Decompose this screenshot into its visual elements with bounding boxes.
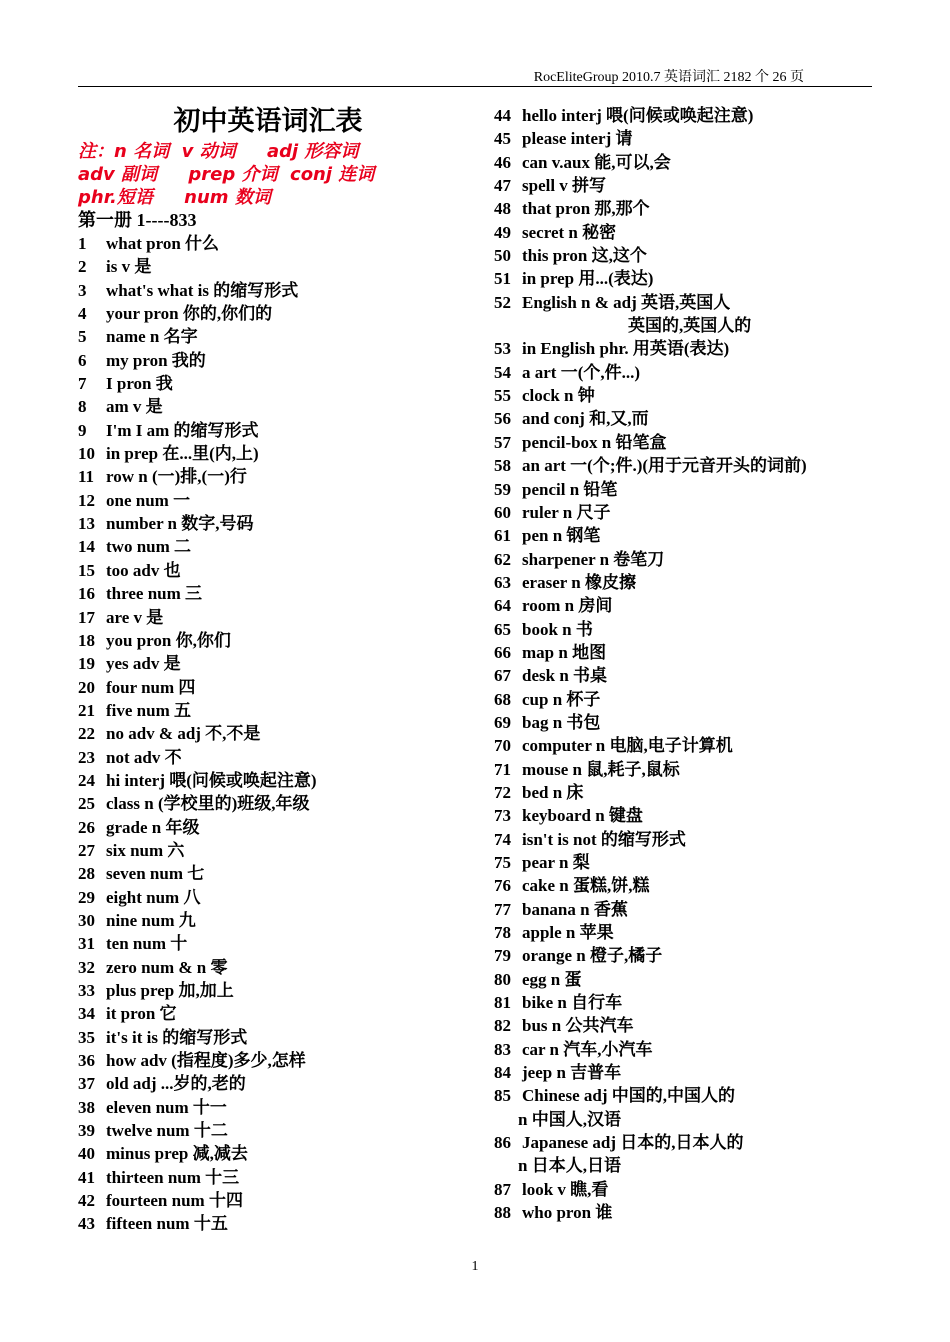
entry-text: that pron 那,那个 bbox=[522, 199, 650, 219]
vocab-entry bbox=[494, 921, 884, 944]
entry-text: and conj 和,又,而 bbox=[522, 409, 649, 429]
entry-text: bed n 床 bbox=[522, 782, 584, 802]
vocab-entry bbox=[494, 291, 884, 314]
entry-number: 49 bbox=[494, 222, 511, 242]
entry-text: sharpener n 卷笔刀 bbox=[522, 549, 665, 569]
entry-text: three num 三 bbox=[106, 584, 203, 604]
entry-number: 50 bbox=[494, 246, 511, 266]
entry-number: 25 bbox=[78, 794, 95, 814]
entry-text: bag n 书包 bbox=[522, 712, 601, 732]
entry-text: keyboard n 键盘 bbox=[522, 806, 643, 826]
entry-text: jeep n 吉普车 bbox=[522, 1063, 622, 1083]
entry-text: in prep 在...里(内,上) bbox=[106, 444, 259, 464]
entry-number: 58 bbox=[494, 456, 511, 476]
entry-number: 43 bbox=[78, 1214, 95, 1234]
entry-text: nine num 九 bbox=[106, 910, 196, 930]
entry-number: 41 bbox=[78, 1167, 95, 1187]
entry-number: 38 bbox=[78, 1097, 95, 1117]
entry-number: 80 bbox=[494, 969, 511, 989]
entry-text: is v 是 bbox=[106, 257, 152, 277]
entry-number: 73 bbox=[494, 806, 511, 826]
entry-number: 75 bbox=[494, 853, 511, 872]
vocab-entry bbox=[78, 676, 478, 699]
entry-number: 46 bbox=[494, 152, 511, 172]
vocab-entry bbox=[78, 1142, 478, 1165]
vocab-entry bbox=[494, 267, 884, 290]
entry-number: 7 bbox=[78, 374, 87, 394]
entry-text: spell v 拼写 bbox=[522, 176, 607, 196]
page-number: 1 bbox=[471, 1259, 479, 1274]
entry-number: 19 bbox=[78, 654, 95, 674]
entry-number: 48 bbox=[494, 199, 511, 219]
entry-text: zero num & n 零 bbox=[106, 957, 228, 977]
entry-number: 77 bbox=[494, 899, 511, 919]
entry-number: 12 bbox=[78, 490, 95, 510]
entry-text: plus prep 加,加上 bbox=[106, 981, 234, 1000]
entry-number: 63 bbox=[494, 572, 511, 592]
entry-text: cake n 蛋糕,饼,糕 bbox=[522, 876, 650, 896]
vocab-entry bbox=[494, 641, 884, 664]
vocab-entry bbox=[78, 372, 478, 395]
entry-number: 16 bbox=[78, 584, 95, 604]
vocab-entry bbox=[78, 956, 478, 979]
entry-number: 11 bbox=[78, 467, 95, 487]
entry-number: 86 bbox=[494, 1133, 511, 1153]
vocab-entry bbox=[78, 769, 478, 792]
entry-text: old adj ...岁的,老的 bbox=[106, 1074, 246, 1094]
legend-line-3: phr.短语 num 数词 bbox=[78, 187, 271, 208]
vocab-entry bbox=[78, 302, 478, 325]
entry-number: 36 bbox=[78, 1051, 95, 1071]
entry-text: what pron 什么 bbox=[106, 234, 220, 253]
entry-text: your pron 你的,你们的 bbox=[106, 304, 273, 324]
entry-number: 27 bbox=[78, 840, 95, 860]
vocab-entry bbox=[494, 851, 884, 874]
vocab-entry bbox=[78, 442, 478, 465]
entry-text: name n 名字 bbox=[106, 327, 198, 347]
entry-number: 82 bbox=[494, 1016, 511, 1036]
entry-number: 8 bbox=[78, 397, 87, 417]
entry-number: 44 bbox=[494, 106, 511, 125]
entry-number: 40 bbox=[78, 1144, 95, 1164]
volume-heading: 第一册 1----833 bbox=[78, 210, 197, 230]
entry-number: 14 bbox=[78, 537, 95, 557]
entry-number: 26 bbox=[78, 817, 95, 837]
entry-text: eleven num 十一 bbox=[106, 1097, 227, 1117]
entry-text: cup n 杯子 bbox=[522, 689, 601, 709]
vocab-entry bbox=[494, 244, 884, 267]
entry-number: 42 bbox=[78, 1191, 95, 1211]
entry-number: 55 bbox=[494, 386, 511, 406]
entry-text: four num 四 bbox=[106, 677, 196, 697]
entry-text: I pron 我 bbox=[106, 374, 173, 394]
entry-text: egg n 蛋 bbox=[522, 969, 582, 989]
entry-number: 74 bbox=[494, 829, 511, 849]
entry-number: 67 bbox=[494, 666, 511, 686]
entry-number: 59 bbox=[494, 479, 511, 499]
vocab-entry bbox=[78, 559, 478, 582]
vocab-entry bbox=[78, 652, 478, 675]
vocab-entry bbox=[494, 711, 884, 734]
vocab-entry bbox=[494, 221, 884, 244]
vocab-entry bbox=[494, 104, 884, 127]
entry-text: can v.aux 能,可以,会 bbox=[522, 152, 671, 172]
vocab-entry bbox=[494, 1084, 884, 1107]
vocab-entry bbox=[78, 932, 478, 955]
vocab-entry bbox=[494, 991, 884, 1014]
entry-continuation: n 日本人,日语 bbox=[518, 1156, 621, 1176]
entry-number: 3 bbox=[78, 280, 87, 300]
vocab-entry bbox=[78, 606, 478, 629]
vocab-entry bbox=[494, 688, 884, 711]
vocab-entry bbox=[494, 174, 884, 197]
entry-text: pencil n 铅笔 bbox=[522, 479, 618, 499]
vocab-entry bbox=[494, 781, 884, 804]
entry-text: it's it is 的缩写形式 bbox=[106, 1027, 248, 1047]
vocab-entry bbox=[494, 898, 884, 921]
vocab-entry bbox=[78, 862, 478, 885]
entry-text: room n 房间 bbox=[522, 596, 613, 616]
entry-text: not adv 不 bbox=[106, 747, 182, 767]
entry-text: apple n 苹果 bbox=[522, 923, 614, 943]
entry-text: number n 数字,号码 bbox=[106, 514, 254, 534]
page-header: RocEliteGroup 2010.7 英语词汇 2182 个 26 页 bbox=[533, 70, 804, 85]
entry-text: eight num 八 bbox=[106, 887, 201, 907]
entry-text: bus n 公共汽车 bbox=[522, 1016, 634, 1036]
entry-number: 51 bbox=[494, 269, 511, 289]
vocab-entry bbox=[494, 968, 884, 991]
entry-number: 61 bbox=[494, 526, 511, 546]
entry-text: pen n 钢笔 bbox=[522, 526, 601, 546]
entry-text: I'm I am 的缩写形式 bbox=[106, 420, 259, 440]
page-title: 初中英语词汇表 bbox=[173, 106, 363, 137]
vocab-entry bbox=[78, 465, 478, 488]
entry-number: 17 bbox=[78, 607, 95, 627]
entry-text: grade n 年级 bbox=[106, 817, 200, 837]
vocab-entry bbox=[494, 478, 884, 501]
vocab-entry bbox=[494, 664, 884, 687]
entry-text: no adv & adj 不,不是 bbox=[106, 724, 261, 744]
entry-text: hi interj 喂(问候或唤起注意) bbox=[106, 770, 317, 790]
vocab-entry bbox=[78, 419, 478, 442]
vocab-entry bbox=[78, 279, 478, 302]
entry-text: my pron 我的 bbox=[106, 350, 206, 370]
entry-text: seven num 七 bbox=[106, 864, 205, 884]
entry-text: Chinese adj 中国的,中国人的 bbox=[522, 1086, 735, 1106]
entry-number: 33 bbox=[78, 981, 95, 1000]
entry-number: 21 bbox=[78, 700, 95, 720]
entry-number: 1 bbox=[78, 234, 87, 253]
entry-text: in prep 用...(表达) bbox=[522, 269, 654, 289]
entry-number: 23 bbox=[78, 747, 95, 767]
entry-number: 45 bbox=[494, 129, 511, 149]
vocab-entry bbox=[78, 699, 478, 722]
entry-number: 32 bbox=[78, 957, 95, 977]
vocab-entry bbox=[78, 1002, 478, 1025]
legend-line-1: 注：n 名词 v 动词 adj 形容词 bbox=[78, 141, 359, 162]
vocab-entry bbox=[78, 582, 478, 605]
entry-text: desk n 书桌 bbox=[522, 666, 608, 686]
entry-text: book n 书 bbox=[522, 619, 593, 639]
entry-text: thirteen num 十三 bbox=[106, 1167, 240, 1187]
vocab-entry bbox=[78, 489, 478, 512]
entry-text: twelve num 十二 bbox=[106, 1121, 228, 1141]
vocab-entry bbox=[494, 944, 884, 967]
vocab-entry bbox=[494, 127, 884, 150]
entry-text: six num 六 bbox=[106, 840, 185, 860]
entry-number: 22 bbox=[78, 724, 95, 744]
vocab-entry bbox=[78, 1096, 478, 1119]
entry-number: 34 bbox=[78, 1004, 95, 1024]
entry-number: 56 bbox=[494, 409, 511, 429]
entry-number: 76 bbox=[494, 876, 511, 896]
entry-text: minus prep 减,减去 bbox=[106, 1144, 248, 1164]
entry-text: look v 瞧,看 bbox=[522, 1179, 609, 1199]
vocab-entry bbox=[78, 1119, 478, 1142]
entry-number: 57 bbox=[494, 432, 511, 452]
vocab-entry bbox=[494, 454, 884, 477]
right-column bbox=[494, 104, 884, 1225]
entry-text: a art 一(个,件...) bbox=[522, 362, 641, 382]
entry-text: are v 是 bbox=[106, 607, 164, 627]
vocab-entry bbox=[78, 839, 478, 862]
vocab-entry bbox=[78, 746, 478, 769]
entry-text: eraser n 橡皮擦 bbox=[522, 572, 636, 592]
entry-text: secret n 秘密 bbox=[522, 222, 617, 242]
vocab-entry bbox=[494, 197, 884, 220]
vocab-entry bbox=[494, 384, 884, 407]
entry-text: it pron 它 bbox=[106, 1004, 177, 1024]
vocab-entry bbox=[78, 629, 478, 652]
vocab-entry bbox=[494, 151, 884, 174]
entry-text: isn't is not 的缩写形式 bbox=[522, 829, 686, 849]
entry-number: 54 bbox=[494, 362, 511, 382]
entry-continuation: n 中国人,汉语 bbox=[518, 1109, 621, 1129]
vocab-entry bbox=[78, 1189, 478, 1212]
entry-number: 20 bbox=[78, 677, 95, 697]
entry-text: yes adv 是 bbox=[106, 654, 181, 674]
entry-number: 18 bbox=[78, 630, 95, 650]
entry-number: 87 bbox=[494, 1179, 511, 1199]
entry-text: Japanese adj 日本的,日本人的 bbox=[522, 1133, 744, 1153]
vocab-entry bbox=[78, 979, 478, 1002]
entry-number: 62 bbox=[494, 549, 511, 569]
vocab-entry bbox=[78, 535, 478, 558]
vocab-list-right bbox=[494, 104, 884, 1225]
vocab-entry bbox=[494, 1038, 884, 1061]
vocab-entry bbox=[494, 1061, 884, 1084]
entry-number: 88 bbox=[494, 1203, 511, 1223]
vocab-entry bbox=[494, 571, 884, 594]
entry-number: 52 bbox=[494, 292, 511, 312]
entry-text: who pron 谁 bbox=[522, 1203, 613, 1223]
entry-text: in English phr. 用英语(表达) bbox=[522, 339, 730, 359]
vocab-entry bbox=[78, 512, 478, 535]
vocab-entry bbox=[78, 232, 478, 255]
entry-text: orange n 橙子,橘子 bbox=[522, 946, 663, 966]
entry-text: ten num 十 bbox=[106, 934, 188, 954]
vocab-entry bbox=[78, 1212, 478, 1235]
entry-number: 64 bbox=[494, 596, 511, 616]
vocab-entry bbox=[494, 758, 884, 781]
entry-number: 83 bbox=[494, 1039, 511, 1059]
vocab-entry bbox=[78, 886, 478, 909]
vocab-entry bbox=[494, 1178, 884, 1201]
entry-number: 53 bbox=[494, 339, 511, 359]
entry-number: 24 bbox=[78, 770, 95, 790]
entry-text: ruler n 尺子 bbox=[522, 502, 611, 522]
left-column bbox=[78, 104, 478, 1236]
vocab-entry bbox=[494, 337, 884, 360]
vocab-entry bbox=[494, 594, 884, 617]
entry-number: 2 bbox=[78, 257, 87, 277]
vocab-entry bbox=[78, 1026, 478, 1049]
entry-text: what's what is 的缩写形式 bbox=[106, 280, 299, 300]
entry-number: 60 bbox=[494, 502, 511, 522]
entry-text: English n & adj 英语,英国人 bbox=[522, 292, 731, 312]
vocab-entry bbox=[78, 722, 478, 745]
entry-number: 4 bbox=[78, 304, 87, 324]
vocab-entry bbox=[78, 792, 478, 815]
entry-number: 15 bbox=[78, 560, 95, 580]
entry-number: 70 bbox=[494, 736, 511, 756]
vocab-entry bbox=[494, 734, 884, 757]
entry-number: 78 bbox=[494, 923, 511, 943]
entry-number: 29 bbox=[78, 887, 95, 907]
entry-number: 84 bbox=[494, 1063, 511, 1083]
entry-text: please interj 请 bbox=[522, 129, 633, 149]
entry-text: one num 一 bbox=[106, 490, 191, 510]
entry-number: 79 bbox=[494, 946, 511, 966]
entry-text: class n (学校里的)班级,年级 bbox=[106, 794, 310, 814]
entry-continuation: 英国的,英国人的 bbox=[628, 316, 752, 336]
entry-number: 81 bbox=[494, 993, 511, 1013]
entry-number: 5 bbox=[78, 327, 87, 347]
header-rule bbox=[78, 86, 872, 87]
vocab-entry bbox=[494, 524, 884, 547]
entry-text: five num 五 bbox=[106, 700, 191, 720]
entry-text: an art 一(个;件.)(用于元音开头的词前) bbox=[522, 456, 807, 476]
legend-notes bbox=[78, 140, 478, 209]
entry-number: 6 bbox=[78, 350, 87, 370]
entry-text: banana n 香蕉 bbox=[522, 899, 628, 919]
vocab-entry bbox=[78, 395, 478, 418]
vocab-entry bbox=[494, 874, 884, 897]
entry-number: 10 bbox=[78, 444, 95, 464]
vocab-entry bbox=[494, 361, 884, 384]
entry-number: 72 bbox=[494, 782, 511, 802]
entry-number: 30 bbox=[78, 910, 95, 930]
entry-text: clock n 钟 bbox=[522, 386, 595, 406]
entry-text: two num 二 bbox=[106, 537, 192, 557]
vocab-entry bbox=[78, 349, 478, 372]
vocab-entry bbox=[494, 804, 884, 827]
entry-text: pear n 梨 bbox=[522, 853, 590, 872]
vocab-entry bbox=[494, 431, 884, 454]
entry-text: am v 是 bbox=[106, 397, 163, 417]
vocab-entry bbox=[494, 1201, 884, 1224]
entry-text: how adv (指程度)多少,怎样 bbox=[106, 1051, 306, 1071]
entry-text: you pron 你,你们 bbox=[106, 630, 231, 650]
entry-text: pencil-box n 铅笔盒 bbox=[522, 432, 667, 452]
entry-number: 85 bbox=[494, 1086, 511, 1106]
entry-number: 68 bbox=[494, 689, 511, 709]
entry-number: 28 bbox=[78, 864, 95, 884]
vocab-entry bbox=[78, 255, 478, 278]
entry-number: 39 bbox=[78, 1121, 95, 1141]
vocab-entry bbox=[494, 501, 884, 524]
entry-text: hello interj 喂(问候或唤起注意) bbox=[522, 106, 754, 125]
vocab-entry bbox=[78, 1072, 478, 1095]
vocab-entry bbox=[494, 548, 884, 571]
entry-number: 37 bbox=[78, 1074, 95, 1094]
entry-number: 9 bbox=[78, 420, 87, 440]
vocab-entry bbox=[78, 1166, 478, 1189]
vocab-entry bbox=[494, 407, 884, 430]
entry-text: bike n 自行车 bbox=[522, 993, 623, 1013]
entry-text: fourteen num 十四 bbox=[106, 1191, 243, 1211]
entry-text: mouse n 鼠,耗子,鼠标 bbox=[522, 759, 680, 779]
entry-number: 13 bbox=[78, 514, 95, 534]
entry-number: 35 bbox=[78, 1027, 95, 1047]
legend-line-2: adv 副词 prep 介词 conj 连词 bbox=[78, 164, 375, 185]
entry-number: 47 bbox=[494, 176, 511, 196]
entry-text: computer n 电脑,电子计算机 bbox=[522, 736, 733, 756]
entry-text: fifteen num 十五 bbox=[106, 1214, 228, 1234]
entry-number: 65 bbox=[494, 619, 511, 639]
entry-number: 69 bbox=[494, 712, 511, 732]
entry-text: too adv 也 bbox=[106, 560, 181, 580]
vocab-entry bbox=[494, 618, 884, 641]
vocab-entry bbox=[78, 325, 478, 348]
entry-text: this pron 这,这个 bbox=[522, 246, 647, 266]
vocab-entry bbox=[494, 1131, 884, 1154]
entry-text: car n 汽车,小汽车 bbox=[522, 1039, 653, 1059]
entry-text: row n (一)排,(一)行 bbox=[106, 467, 247, 487]
vocab-entry bbox=[494, 1014, 884, 1037]
entry-number: 31 bbox=[78, 934, 95, 954]
entry-number: 71 bbox=[494, 759, 511, 779]
vocab-entry bbox=[78, 1049, 478, 1072]
vocab-entry bbox=[78, 909, 478, 932]
vocab-entry bbox=[494, 828, 884, 851]
vocab-list-left bbox=[78, 232, 478, 1236]
vocab-entry bbox=[78, 816, 478, 839]
entry-text: map n 地图 bbox=[522, 642, 607, 662]
entry-number: 66 bbox=[494, 642, 511, 662]
